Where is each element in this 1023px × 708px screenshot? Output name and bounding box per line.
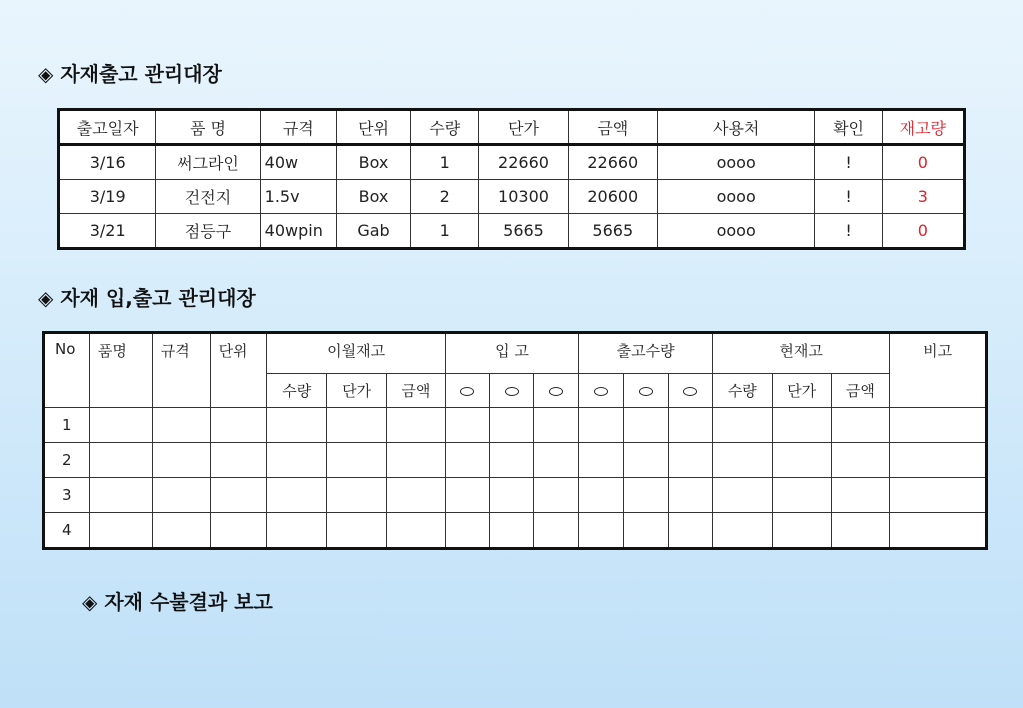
cell-usage: oooo	[657, 180, 815, 214]
cell-item: 건전지	[156, 180, 260, 214]
subheader-qty: 수량	[712, 374, 772, 408]
cell-unit: Gab	[336, 214, 410, 249]
cell-price: 10300	[479, 180, 568, 214]
cell-date: 3/19	[59, 180, 156, 214]
cell-amount: 22660	[568, 145, 657, 180]
cell-price: 5665	[479, 214, 568, 249]
header-unit-price: 단가	[479, 110, 568, 145]
cell-item: 써그라인	[156, 145, 260, 180]
header-release-date: 출고일자	[59, 110, 156, 145]
cell-confirm: !	[815, 145, 882, 180]
circle-mark	[669, 374, 713, 408]
cell-usage: oooo	[657, 145, 815, 180]
header-unit: 단위	[336, 110, 410, 145]
header-item-name: 품명	[89, 333, 152, 408]
row-number: 2	[44, 443, 90, 478]
header-usage-place: 사용처	[657, 110, 815, 145]
cell-qty: 1	[411, 145, 479, 180]
section2-title: ◈ 자재 입,출고 관리대장	[38, 286, 256, 310]
cell-qty: 2	[411, 180, 479, 214]
table-header-row	[59, 110, 965, 145]
cell-stock: 3	[882, 180, 964, 214]
header-spec: 규격	[152, 333, 210, 408]
circle-mark	[489, 374, 534, 408]
material-release-table	[57, 108, 966, 250]
material-inout-table	[42, 331, 988, 550]
table-row	[44, 408, 987, 443]
header-current-stock: 현재고	[712, 333, 889, 374]
cell-amount: 20600	[568, 180, 657, 214]
cell-spec: 40wpin	[260, 214, 336, 249]
cell-amount: 5665	[568, 214, 657, 249]
cell-stock: 0	[882, 145, 964, 180]
header-amount: 금액	[568, 110, 657, 145]
row-number: 3	[44, 478, 90, 513]
table-row	[44, 478, 987, 513]
table-row	[59, 214, 965, 249]
cell-spec: 1.5v	[260, 180, 336, 214]
subheader-price: 단가	[772, 374, 831, 408]
cell-usage: oooo	[657, 214, 815, 249]
cell-confirm: !	[815, 214, 882, 249]
section1-title: ◈ 자재출고 관리대장	[38, 62, 222, 86]
cell-price: 22660	[479, 145, 568, 180]
table-row	[44, 443, 987, 478]
subheader-amount: 금액	[831, 374, 890, 408]
cell-confirm: !	[815, 180, 882, 214]
subheader-price: 단가	[327, 374, 387, 408]
header-stock: 재고량	[882, 110, 964, 145]
row-number: 1	[44, 408, 90, 443]
row-number: 4	[44, 513, 90, 549]
circle-mark	[445, 374, 489, 408]
circle-mark	[534, 374, 579, 408]
header-spec: 규격	[260, 110, 336, 145]
cell-spec: 40w	[260, 145, 336, 180]
header-incoming: 입 고	[445, 333, 579, 374]
table-row	[59, 180, 965, 214]
circle-mark	[624, 374, 669, 408]
cell-stock: 0	[882, 214, 964, 249]
header-confirm: 확인	[815, 110, 882, 145]
table-row	[59, 145, 965, 180]
subheader-amount: 금액	[386, 374, 445, 408]
header-quantity: 수량	[411, 110, 479, 145]
header-no: No	[44, 333, 90, 408]
header-remarks: 비고	[890, 333, 987, 408]
subheader-qty: 수량	[267, 374, 327, 408]
cell-unit: Box	[336, 145, 410, 180]
cell-item: 점등구	[156, 214, 260, 249]
header-outgoing-qty: 출고수량	[579, 333, 713, 374]
table-row	[44, 513, 987, 549]
cell-qty: 1	[411, 214, 479, 249]
table-header-row	[44, 333, 987, 374]
header-carryover-stock: 이월재고	[267, 333, 445, 374]
cell-unit: Box	[336, 180, 410, 214]
section3-title: ◈ 자재 수불결과 보고	[82, 590, 273, 614]
header-item-name: 품 명	[156, 110, 260, 145]
header-unit: 단위	[210, 333, 267, 408]
circle-mark	[579, 374, 624, 408]
cell-date: 3/16	[59, 145, 156, 180]
cell-date: 3/21	[59, 214, 156, 249]
